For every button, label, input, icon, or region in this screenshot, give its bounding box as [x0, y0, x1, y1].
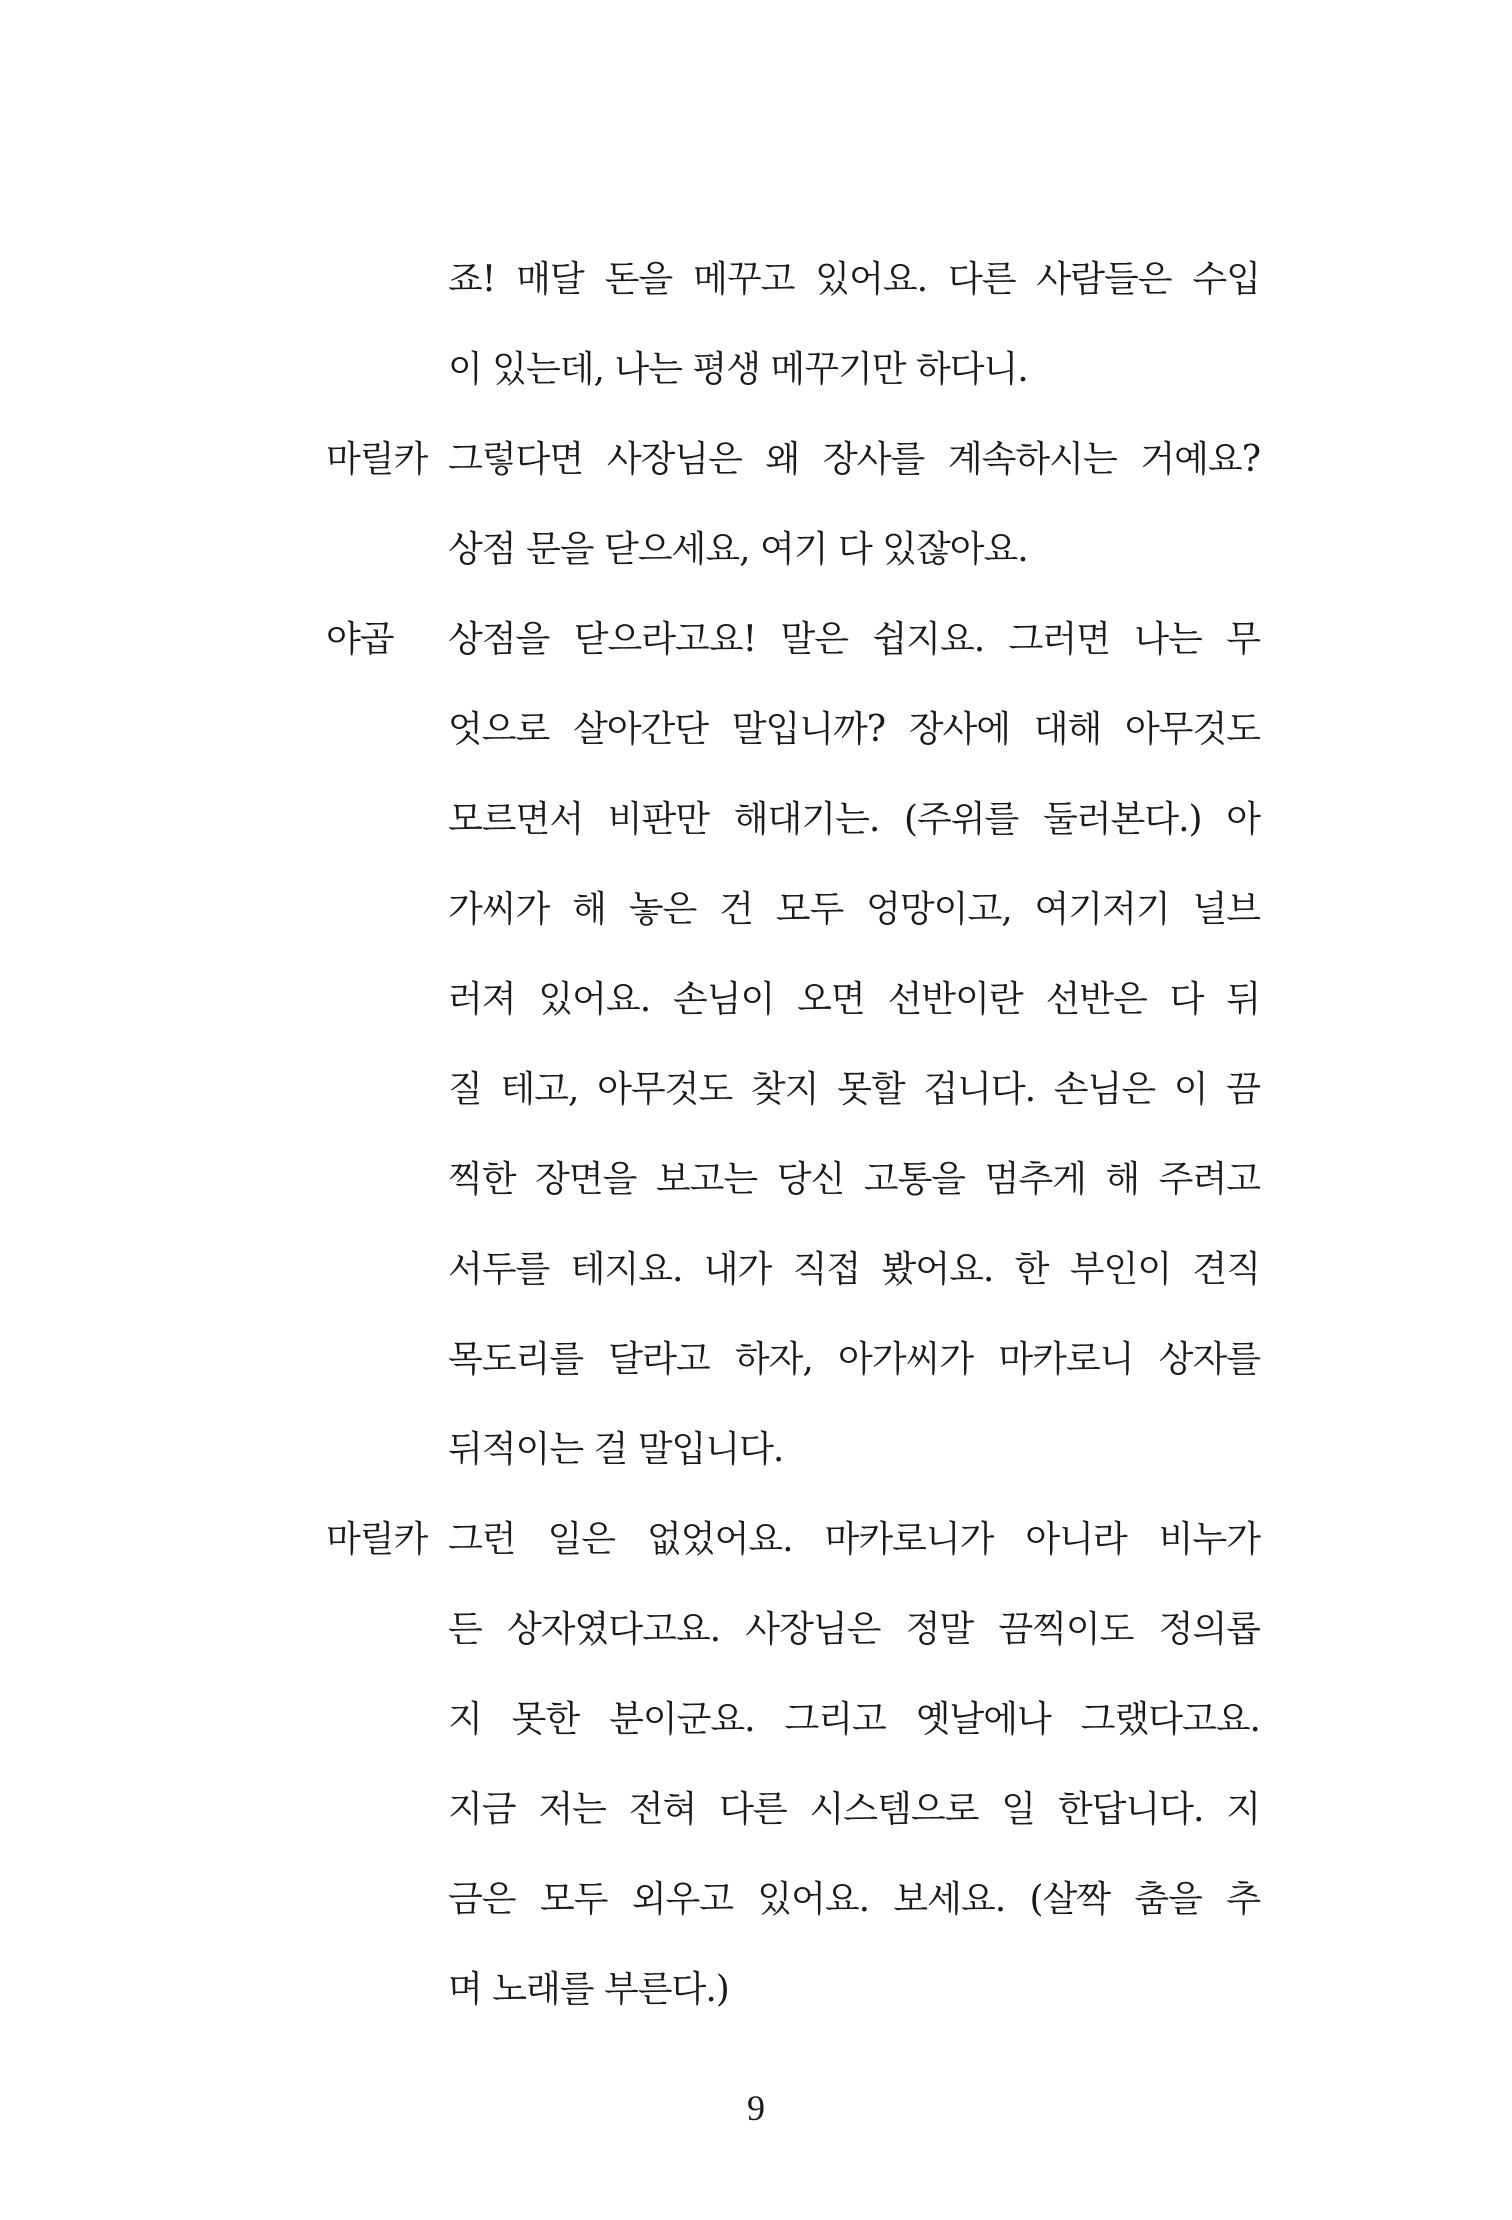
dialogue-line: 질 테고, 아무것도 찾지 못할 겁니다. 손님은 이 끔 — [448, 1069, 1260, 1110]
dialogue-line: 상점 문을 닫으세요, 여기 다 있잖아요. — [448, 529, 1028, 570]
dialogue-line: 며 노래를 부른다.) — [448, 1969, 729, 2010]
dialogue-line: 죠! 매달 돈을 메꾸고 있어요. 다른 사람들은 수입 — [448, 259, 1260, 300]
dialogue-line: 찍한 장면을 보고는 당신 고통을 멈추게 해 주려고 — [448, 1159, 1260, 1200]
dialogue-line: 상점을 닫으라고요! 말은 쉽지요. 그러면 나는 무 — [448, 619, 1260, 660]
page-number: 9 — [747, 2088, 765, 2128]
dialogue-line: 목도리를 달라고 하자, 아가씨가 마카로니 상자를 — [448, 1339, 1260, 1380]
dialogue-line: 가씨가 해 놓은 건 모두 엉망이고, 여기저기 널브 — [448, 889, 1260, 930]
dialogue-line: 러져 있어요. 손님이 오면 선반이란 선반은 다 뒤 — [448, 979, 1260, 1020]
dialogue-line: 모르면서 비판만 해대기는. (주위를 둘러본다.) 아 — [448, 799, 1260, 840]
dialogue-line: 그런 일은 없었어요. 마카로니가 아니라 비누가 — [448, 1519, 1260, 1560]
dialogue-line: 그렇다면 사장님은 왜 장사를 계속하시는 거예요? — [448, 439, 1260, 480]
dialogue-line: 엇으로 살아간단 말입니까? 장사에 대해 아무것도 — [448, 709, 1260, 750]
dialogue-line: 지금 저는 전혀 다른 시스템으로 일 한답니다. 지 — [448, 1789, 1260, 1830]
dialogue-line: 뒤적이는 걸 말입니다. — [448, 1429, 784, 1470]
speaker-name: 마릴카 — [326, 439, 428, 480]
dialogue-line: 지 못한 분이군요. 그리고 옛날에나 그랬다고요. — [448, 1699, 1260, 1740]
speaker-name: 야곱 — [326, 619, 394, 660]
speaker-name: 마릴카 — [326, 1519, 428, 1560]
dialogue-line: 서두를 테지요. 내가 직접 봤어요. 한 부인이 견직 — [448, 1249, 1260, 1290]
dialogue-line: 금은 모두 외우고 있어요. 보세요. (살짝 춤을 추 — [448, 1879, 1260, 1920]
dialogue-line: 든 상자였다고요. 사장님은 정말 끔찍이도 정의롭 — [448, 1609, 1260, 1650]
dialogue-line: 이 있는데, 나는 평생 메꾸기만 하다니. — [448, 349, 1028, 390]
